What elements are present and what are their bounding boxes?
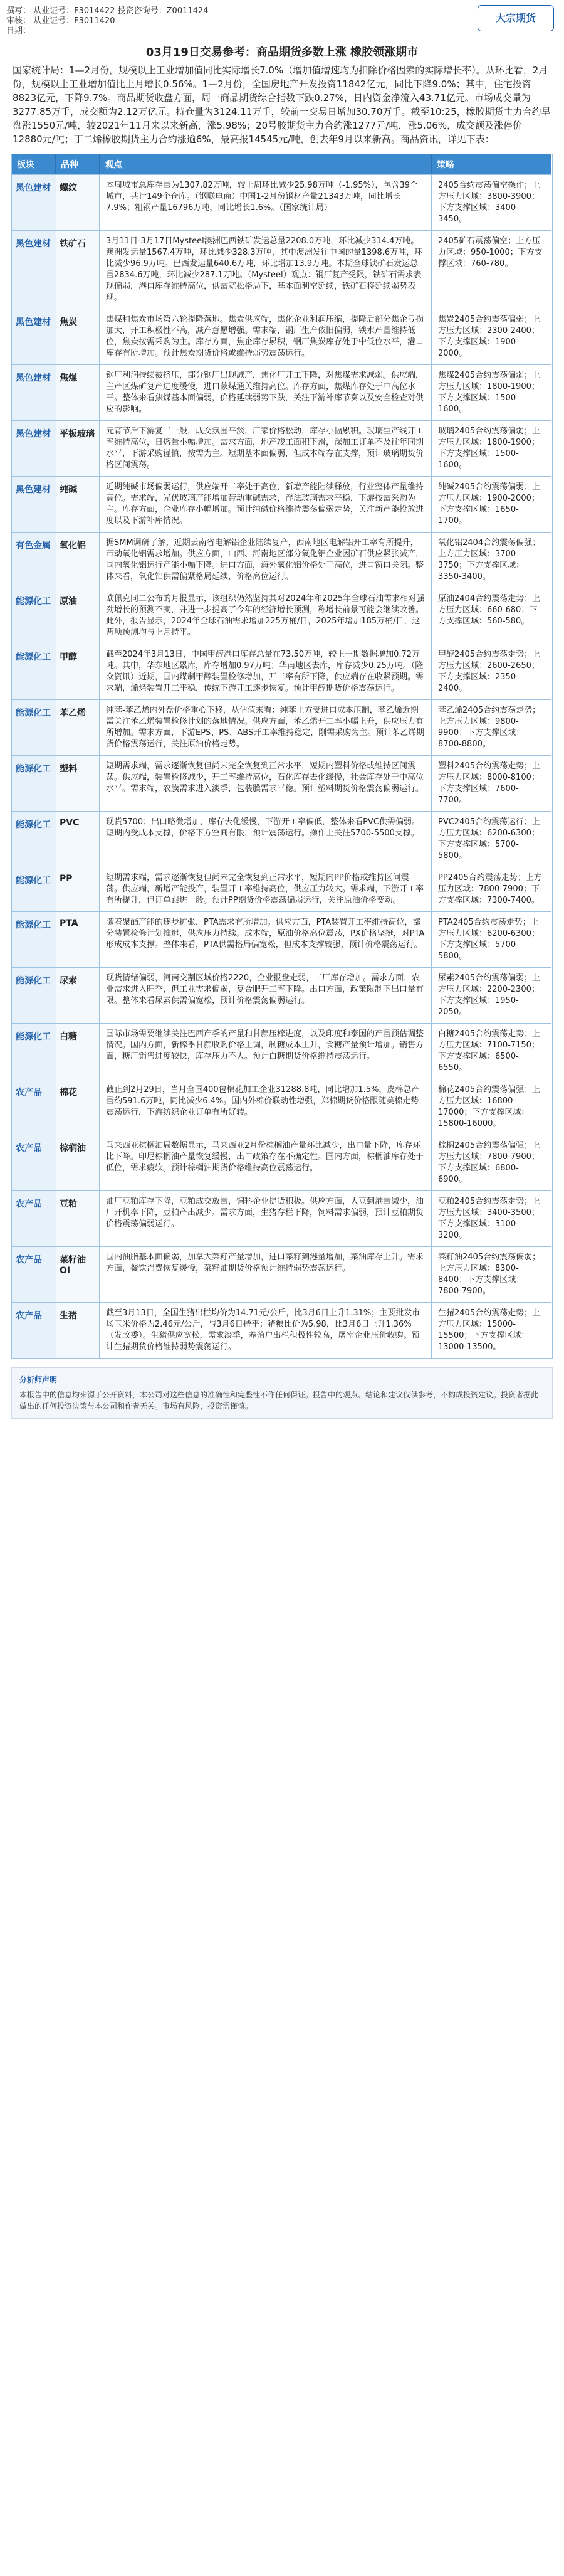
- table-cell-strategy: 原油2404合约震荡走势；上方压力区域：660-680；下方支撑区域：560-580。: [432, 588, 551, 644]
- table-cell-strategy: 豆粕2405合约震荡走势；上方压力区域：3400-3500；下方支撑区域：3100-3200。: [432, 1190, 551, 1246]
- table-cell-view: 国际市场需要继续关注巴西产季的产量和甘蔗压榨进度，以及印度和泰国的产量预估调整情况。国内方面，新榨季甘蔗收购价格上调，制糖成本上升，食糖产量预计增加。销售方面，糖厂销售进度较快，库存压力不大。预计白糖期货价格维持震荡运行。: [100, 1023, 432, 1079]
- table-cell-sector: 农产品: [12, 1302, 56, 1358]
- table-cell-view: 随着聚酯产能的逐步扩张，PTA需求有所增加。供应方面，PTA装置开工率维持高位，部分装置检修计划推迟，供应压力持续。成本端，原油价格高位震荡，PX价格坚挺，对PTA形成成本支撑。整体来看，PTA供需格局偏宽松，但成本支撑较强，预计价格震荡运行。: [100, 911, 432, 967]
- table-cell-strategy: 塑料2405合约震荡走势；上方压力区域：8000-8100；下方支撑区域：7600-7700。: [432, 755, 551, 811]
- table-cell-product: 螺纹: [56, 174, 100, 230]
- table-cell-strategy: PP2405合约震荡走势；上方压力区域：7800-7900；下方支撑区域：7300-7400。: [432, 867, 551, 911]
- table-cell-strategy: 苯乙烯2405合约震荡走势；上方压力区域：9800-9900；下方支撑区域：8700-8800。: [432, 699, 551, 755]
- table-cell-view: 纯苯-苯乙烯内外盘价格重心下移，从估值来看：纯苯上方受进口成本压制，苯乙烯近期需关注苯乙烯装置检修计划的落地情况。供应方面，苯乙烯开工率小幅上升，供应压力有所增加。需求方面，下游EPS、PS、ABS开工率维持稳定，刚需采购为主。预计苯乙烯期货价格震荡运行，关注原油价格走势。: [100, 699, 432, 755]
- table-cell-sector: 有色金属: [12, 532, 56, 588]
- table-cell-strategy: PVC2405合约震荡运行；上方压力区域：6200-6300；下方支撑区域：5700-5800。: [432, 811, 551, 867]
- table-cell-product: 棕榈油: [56, 1135, 100, 1190]
- table-cell-view: 短期需求端，需求逐渐恢复但尚未完全恢复到正常水平，短期内PP价格或维持区间震荡。供应端，新增产能投产，装置开工率维持高位，供应压力较大。需求端，下游开工率有所提升，但订单跟进一般。预计PP期货价格震荡偏弱运行，关注原油价格变动。: [100, 867, 432, 911]
- table-cell-product: 塑料: [56, 755, 100, 811]
- table-cell-view: 现货5700；出口略微增加，库存去化缓慢，下游开工率偏低，整体来看PVC供需偏弱。短期内受成本支撑，价格下方空间有限，预计震荡运行。操作上关注5700-5500支撑。: [100, 811, 432, 867]
- table-cell-product: 尿素: [56, 967, 100, 1023]
- table-cell-strategy: PTA2405合约震荡走势；上方压力区域：6200-6300；下方支撑区域：5700-5800。: [432, 911, 551, 967]
- table-cell-product: 原油: [56, 588, 100, 644]
- table-cell-view: 焦煤和焦炭市场第六轮提降落地。焦炭供应端，焦化企业利润压缩，提降后部分焦企亏损加大，开工积极性不高，减产意愿增强。需求端，钢厂生产依旧偏弱，铁水产量维持低位，焦炭按需采购为主。库存方面，焦企库存累积，钢厂焦炭库存处于中低位水平，港口库存有所增加。预计焦炭期货价格或维持弱势震荡运行。: [100, 309, 432, 364]
- header-view: 观点: [100, 154, 432, 174]
- table-cell-sector: 黑色建材: [12, 230, 56, 309]
- table-cell-view: 钢厂利润持续被挤压，部分钢厂出现减产，焦化厂开工下降，对焦煤需求减弱。供应端，主产区煤矿复产进度缓慢，进口蒙煤通关维持高位。库存方面，焦煤库存处于中高位水平。整体来看焦煤基本面偏弱，价格延续弱势下跌，关注下游补库节奏以及安全检查对供应的影响。: [100, 364, 432, 420]
- table-cell-product: 铁矿石: [56, 230, 100, 309]
- table-cell-view: 元宵节后下游复工一般，成交氛围平淡，厂家价格松动，库存小幅累积。玻璃生产线开工率维持高位，日熔量小幅增加。需求方面，地产竣工面积下滑，深加工订单不及往年同期水平，下游采购谨慎，按需为主。短期基本面偏弱，但成本端存在支撑，预计玻璃期货价格区间震荡。: [100, 420, 432, 476]
- table-cell-product: 平板玻璃: [56, 420, 100, 476]
- table-cell-product: 氧化铝: [56, 532, 100, 588]
- table-cell-view: 油厂豆粕库存下降，豆粕成交放量，饲料企业提货积极。供应方面，大豆到港量减少，油厂开机率下降，豆粕产出减少。需求方面，生猪存栏下降，饲料需求偏弱，预计豆粕期货价格震荡偏弱运行。: [100, 1190, 432, 1246]
- table-cell-product: PP: [56, 867, 100, 911]
- table-cell-view: 3月11日-3月17日Mysteel澳洲巴西铁矿发运总量2208.0万吨，环比减少314.4万吨。澳洲发运量1567.4万吨，环比减少328.3万吨，其中澳洲发往中国的量1398.6万吨，环比减少96.9万吨。巴西发运量640.6万吨，环比增加13.9万吨。本期全球铁矿石发运总量2834.6万吨，环比减少287.1万吨。（Mysteel）观点：钢厂复产受限，铁矿石需求表现偏弱，港口库存维持高位，供需宽松格局下，基本面利空延续，铁矿石将延续弱势表现。: [100, 230, 432, 309]
- table-cell-product: 豆粕: [56, 1190, 100, 1246]
- table-cell-view: 据SMM调研了解，近期云南省电解铝企业陆续复产，西南地区电解铝开工率有所提升，带动氧化铝需求增加。供应方面，山西、河南地区部分氧化铝企业因矿石供应紧张减产，国内氧化铝运行产能小幅下降。进口方面，海外氧化铝价格处于高位，进口窗口关闭。整体来看，氧化铝供需偏紧格局延续，价格高位运行。: [100, 532, 432, 588]
- table-cell-sector: 能源化工: [12, 644, 56, 699]
- table-cell-product: 苯乙烯: [56, 699, 100, 755]
- table-cell-sector: 能源化工: [12, 1023, 56, 1079]
- disclaimer: [11, 1367, 553, 1419]
- table-cell-product: PTA: [56, 911, 100, 967]
- table-cell-sector: 能源化工: [12, 811, 56, 867]
- header-date: 日期：: [6, 26, 31, 36]
- table-cell-sector: 黑色建材: [12, 309, 56, 364]
- summary-paragraph: 国家统计局：1—2月份，规模以上工业增加值同比实际增长7.0%（增加值增速均为扣除价格因素的实际增长率）。从环比看，2月份，规模以上工业增加值比上月增长0.56%。1—2月份，全国房地产开发投资11842亿元，同比下降9.0%；其中，住宅投资8823亿元，下降9.7%。商品期货收盘方面，周一商品期货综合指数下跌0.27%，日内资金净流入43.71亿元。市场成交量为3277.85万手，成交额为2.12万亿元。持仓量为3124.11万手，较前一交易日增加30.70万手。截至10:25，橡胶期货主力合约早盘涨1550元/吨，较2021年11月来以来新高，涨5.98%；20号胶期货主力合约涨1277元/吨，涨5.06%，成交额及涨停价12880元/吨；丁二烯橡胶期货主力合约涨逾6%，最高报14545元/吨，创去年9月以来新高。商品资讯，详见下表：: [13, 65, 551, 145]
- table-cell-strategy: 棉花2405合约震荡偏强；上方压力区域：16800-17000；下方支撑区域：15800-16000。: [432, 1079, 551, 1135]
- table-cell-view: 马来西亚棕榈油局数据显示，马来西亚2月份棕榈油产量环比减少，出口量下降，库存环比下降。印尼棕榈油产量恢复缓慢，出口政策存在不确定性。国内方面，棕榈油库存处于低位，需求疲软。预计棕榈油期货价格维持高位震荡运行。: [100, 1135, 432, 1190]
- table-grid: [12, 154, 552, 174]
- table-cell-strategy: 氧化铝2404合约震荡偏强；上方压力区域：3700-3750；下方支撑区域：3350-3400。: [432, 532, 551, 588]
- table-cell-view: 短期需求端，需求逐渐恢复但尚未完全恢复到正常水平，短期内塑料价格或维持区间震荡。供应端，装置检修减少，开工率维持高位，石化库存去化缓慢，社会库存处于中高位水平。需求端，农膜需求进入淡季，包装膜需求平稳。预计塑料期货价格震荡偏弱运行。: [100, 755, 432, 811]
- disclaimer-heading: 分析师声明: [19, 1375, 58, 1384]
- table-cell-sector: 能源化工: [12, 967, 56, 1023]
- table-cell-product: PVC: [56, 811, 100, 867]
- market-table: [11, 154, 553, 1359]
- table-cell-view: 现货情绪偏弱，河南交割区域价格2220，企业报盘走弱，工厂库存增加。需求方面，农业需求进入旺季，但工业需求偏弱，复合肥开工率下降。出口方面，政策限制下出口量有限。整体来看尿素供需偏宽松，预计价格震荡偏弱运行。: [100, 967, 432, 1023]
- table-cell-sector: 黑色建材: [12, 364, 56, 420]
- table-cell-product: 棉花: [56, 1079, 100, 1135]
- table-cell-view: 截至2024年3月13日，中国甲醇港口库存总量在73.50万吨，较上一期数据增加0.72万吨。其中，华东地区累库，库存增加0.97万吨；华南地区去库，库存减少0.25万吨。（隆众资讯）近期，国内煤制甲醇装置检修增加，开工率有所下降，供应端存在收紧预期。需求端，烯烃装置开工平稳，传统下游开工逐步恢复。预计甲醇期货价格震荡运行。: [100, 644, 432, 699]
- table-cell-strategy: 2405矿石震荡偏空；上方压力区域：950-1000；下方支撑区域：760-780。: [432, 230, 551, 309]
- table-cell-sector: 能源化工: [12, 911, 56, 967]
- table-cell-strategy: 棕榈2405合约震荡偏强；上方压力区域：7800-7900；下方支撑区域：6800-6900。: [432, 1135, 551, 1190]
- table-cell-strategy: 生猪2405合约震荡走势；上方压力区域：15000-15500；下方支撑区域：13000-13500。: [432, 1302, 551, 1358]
- header-sector: 板块: [12, 154, 56, 174]
- header-author: 撰写： 从业证号：F3014422 投资咨询号：Z0011424: [6, 6, 209, 16]
- table-cell-view: 本周城市总库存量为1307.82万吨，较上周环比减少25.98万吨（-1.95%），包含39个城市，共计149个仓库。（钢联电商）中国1-2月份钢材产量21343万吨，同比增长7.9%；粗钢产量16796万吨，同比增长1.6%。（国家统计局）: [100, 174, 432, 230]
- report-header: [0, 0, 564, 38]
- table-cell-view: 近期纯碱市场偏弱运行，供应端开工率处于高位，新增产能陆续释放，行业整体产量维持高位。需求端，光伏玻璃产能增加带动重碱需求，浮法玻璃需求平稳，下游按需采购为主。库存方面，企业库存小幅增加。预计纯碱价格维持震荡偏弱走势，关注新产能投放进度以及下游补库情况。: [100, 476, 432, 532]
- table-cell-sector: 黑色建材: [12, 420, 56, 476]
- table-cell-product: 焦炭: [56, 309, 100, 364]
- table-cell-strategy: 焦煤2405合约震荡偏弱；上方压力区域：1800-1900；下方支撑区域：1500-1600。: [432, 364, 551, 420]
- table-cell-strategy: 纯碱2405合约震荡偏弱；上方压力区域：1900-2000；下方支撑区域：1650-1700。: [432, 476, 551, 532]
- table-cell-sector: 黑色建材: [12, 174, 56, 230]
- table-cell-sector: 能源化工: [12, 699, 56, 755]
- table-cell-strategy: 玻璃2405合约震荡偏弱；上方压力区域：1800-1900；下方支撑区域：1500-1600。: [432, 420, 551, 476]
- table-cell-strategy: 白糖2405合约震荡走势；上方压力区域：7100-7150；下方支撑区域：6500-6550。: [432, 1023, 551, 1079]
- table-cell-strategy: 焦炭2405合约震荡偏弱；上方压力区域：2300-2400；下方支撑区域：1900-2000。: [432, 309, 551, 364]
- table-cell-view: 国内油脂基本面偏弱，加拿大菜籽产量增加，进口菜籽到港量增加，菜油库存上升。需求方面，餐饮消费恢复缓慢，菜籽油期货价格预计维持弱势震荡运行。: [100, 1246, 432, 1302]
- table-cell-sector: 黑色建材: [12, 476, 56, 532]
- table-cell-product: 焦煤: [56, 364, 100, 420]
- disclaimer-text: 本报告中的信息均来源于公开资料，本公司对这些信息的准确性和完整性不作任何保证。报告中的观点、结论和建议仅供参考，不构成投资建议。投资者据此做出的任何投资决策与本公司和作者无关。市场有风险，投资需谨慎。: [19, 1391, 539, 1411]
- page-title: 03月19日交易参考：商品期货多数上涨 橡胶领涨期市: [145, 46, 419, 59]
- table-cell-sector: 农产品: [12, 1135, 56, 1190]
- table-cell-sector: 农产品: [12, 1246, 56, 1302]
- table-cell-sector: 能源化工: [12, 755, 56, 811]
- table-cell-strategy: 菜籽油2405合约震荡偏弱；上方压力区域：8300-8400；下方支撑区域：7800-7900。: [432, 1246, 551, 1302]
- table-cell-sector: 农产品: [12, 1079, 56, 1135]
- table-cell-view: 截至3月13日，全国生猪出栏均价为14.71元/公斤，比3月6日上升1.31%；主要批发市场玉米价格为2.46元/公斤，与3月6日持平；猪粮比价为5.98，比3月6日上升1.36%（发改委）。生猪供应宽松，需求淡季，养殖户出栏积极性较高，屠宰企业压价收购。预计生猪期货价格维持弱势震荡运行。: [100, 1302, 432, 1358]
- table-cell-strategy: 甲醇2405合约震荡走势；上方压力区域：2600-2650；下方支撑区域：2350-2400。: [432, 644, 551, 699]
- table-cell-product: 甲醇: [56, 644, 100, 699]
- table-cell-sector: 能源化工: [12, 588, 56, 644]
- header-meta: [6, 6, 208, 36]
- table-cell-strategy: 2405合约震荡偏空操作；上方压力区域：3800-3900；下方支撑区域：3400-3450。: [432, 174, 551, 230]
- table-cell-view: 欧佩克同二公布的月报显示，该组织仍然坚持其对2024年和2025年全球石油需求相对强劲增长的预测不变，并进一步提高了今年的经济增长预测，称增长前景可能会继续改善。此外，报告显示，2024年全球石油需求增加225万桶/日，2025年增加185万桶/日，这两项预测均与上月持平。: [100, 588, 432, 644]
- table-rows: [12, 174, 552, 1358]
- table-cell-sector: 农产品: [12, 1190, 56, 1246]
- brand-logo: 大宗期货: [478, 5, 554, 31]
- table-cell-view: 截止到2月29日，当月全国400包棉花加工企业31288.8吨，同比增加1.5%，皮棉总产量约591.6万吨，同比减少6.4%。国内外棉价联动性增强，郑棉期货价格跟随美棉走势震荡运行，下游纺织企业订单有所好转。: [100, 1079, 432, 1135]
- table-cell-product: 生猪: [56, 1302, 100, 1358]
- table-cell-product: 白糖: [56, 1023, 100, 1079]
- header-reviewer: 审核： 从业证号：F3011420: [6, 16, 115, 26]
- table-cell-product: 菜籽油OI: [56, 1246, 100, 1302]
- table-cell-product: 纯碱: [56, 476, 100, 532]
- table-cell-sector: 能源化工: [12, 867, 56, 911]
- table-cell-strategy: 尿素2405合约震荡偏弱；上方压力区域：2200-2300；下方支撑区域：1950-2050。: [432, 967, 551, 1023]
- header-strategy: 策略: [432, 154, 551, 174]
- header-product: 品种: [56, 154, 100, 174]
